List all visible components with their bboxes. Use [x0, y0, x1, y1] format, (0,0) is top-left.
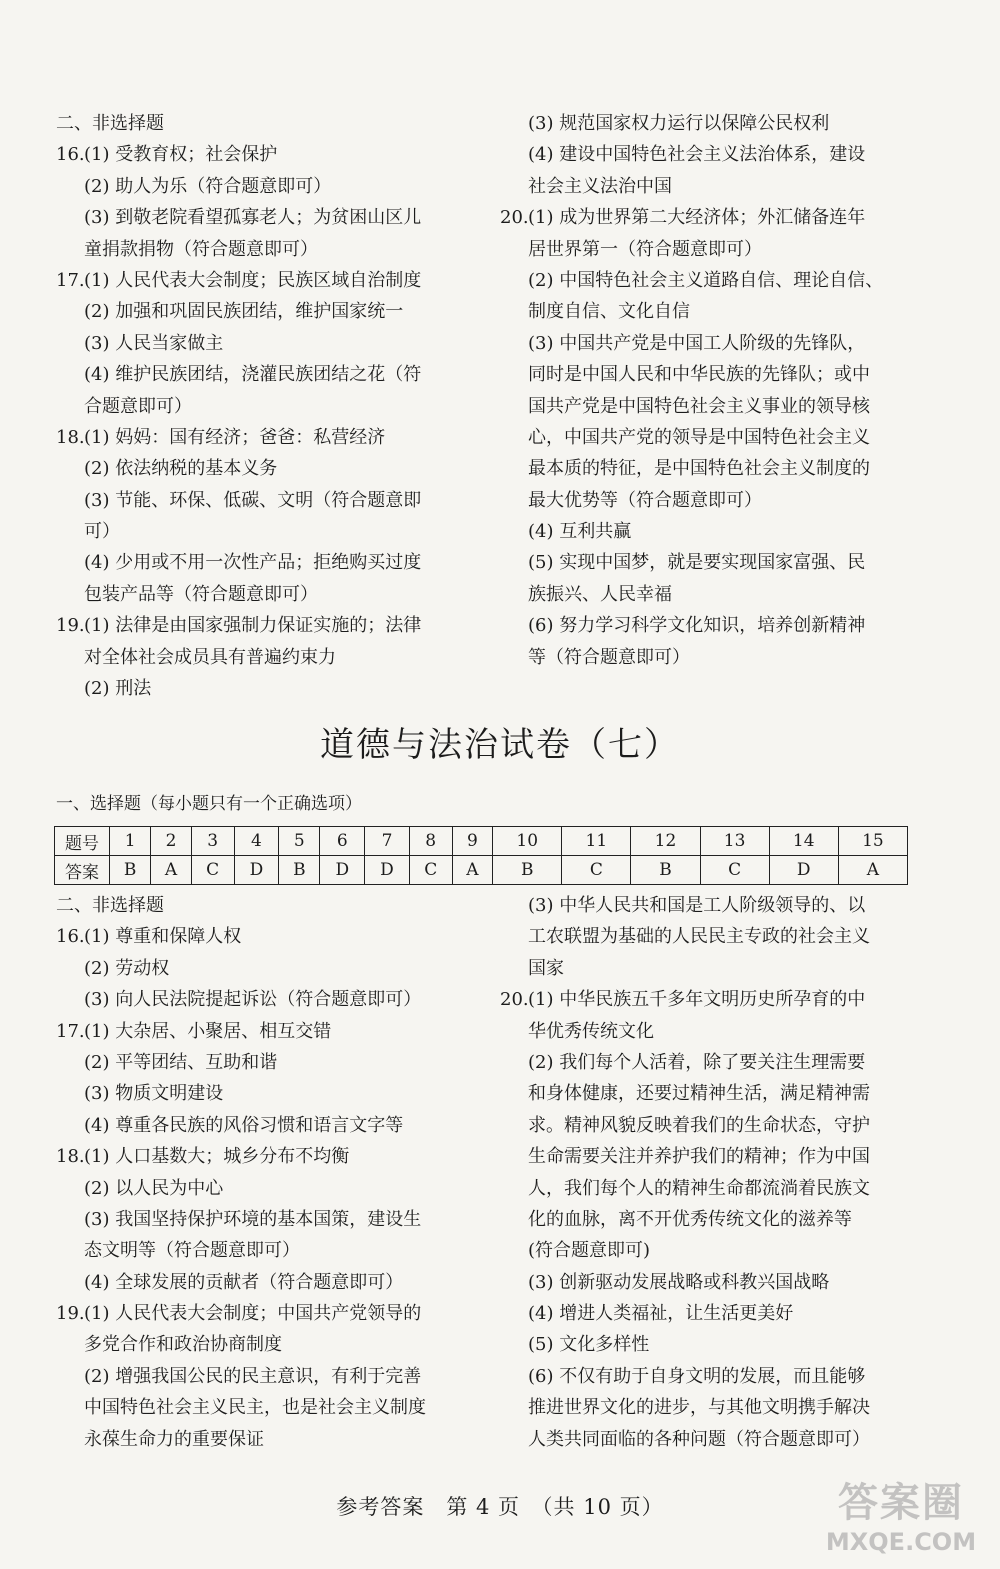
answer-text: (3) 到敬老院看望孤寡老人；为贫困山区儿 — [84, 207, 422, 229]
answer-text: (3) 中国共产党是中国工人阶级的先锋队， — [528, 332, 866, 354]
answer-line — [500, 1016, 930, 1047]
answer-line — [56, 1361, 486, 1392]
question-number-cell: 2 — [151, 827, 192, 856]
answer-cell: B — [493, 856, 562, 885]
answer-text: (4) 尊重各民族的风俗习惯和语言文字等 — [84, 1114, 404, 1136]
answer-text: (5) 实现中国梦，就是要实现国家富强、民 — [528, 552, 866, 574]
watermark-cn: 答案圈 — [838, 1479, 964, 1526]
question-number: 17. — [56, 1020, 85, 1042]
answer-text: (3) 节能、环保、低碳、文明（符合题意即 — [84, 489, 422, 511]
answer-cell: A — [838, 856, 907, 885]
answer-text: (1) 法律是由国家强制力保证实施的；法律 — [84, 615, 422, 637]
answer-line — [56, 516, 486, 547]
answer-text: 社会主义法治中国 — [528, 175, 672, 197]
top-left-column — [56, 108, 486, 704]
question-number-cell: 15 — [838, 827, 907, 856]
answer-text: (5) 文化多样性 — [528, 1334, 650, 1356]
answer-text: (3) 规范国家权力运行以保障公民权利 — [528, 113, 830, 134]
answer-line — [500, 1235, 930, 1266]
answer-text: 二、非选择题 — [56, 895, 164, 916]
answer-line — [56, 1235, 486, 1266]
answer-text: (4) 少用或不用一次性产品；拒绝购买过度 — [84, 552, 422, 574]
answer-text: 中国特色社会主义民主，也是社会主义制度 — [84, 1397, 426, 1419]
answer-text: (2) 依法纳税的基本义务 — [84, 458, 278, 480]
answer-text: 和身体健康，还要过精神生活，满足精神需 — [528, 1083, 870, 1105]
question-number: 18. — [56, 1146, 85, 1168]
question-number-cell: 8 — [409, 827, 452, 856]
answer-line — [56, 108, 486, 139]
answer-line — [500, 579, 930, 610]
answer-line — [56, 422, 486, 453]
answer-line — [500, 1110, 930, 1141]
answer-text: (2) 以人民为中心 — [84, 1177, 224, 1199]
answer-cell: A — [151, 856, 192, 885]
question-number-cell: 14 — [769, 827, 838, 856]
answer-text: 化的血脉，离不开优秀传统文化的滋养等 — [528, 1208, 852, 1230]
answer-text: (3) 人民当家做主 — [84, 332, 224, 354]
bottom-left-column — [56, 890, 486, 1455]
choice-heading: 一、选择题（每小题只有一个正确选项） — [56, 794, 362, 814]
answer-line — [500, 547, 930, 578]
answer-text: (2) 平等团结、互助和谐 — [84, 1051, 278, 1073]
answer-text: (4) 维护民族团结，浇灌民族团结之花（符 — [84, 364, 422, 386]
answer-text: (4) 增进人类福祉，让生活更美好 — [528, 1303, 794, 1325]
answer-text: (6) 努力学习科学文化知识，培养创新精神 — [528, 615, 866, 637]
answer-line — [500, 921, 930, 952]
answer-line — [500, 642, 930, 673]
answer-text: (1) 人民代表大会制度；中国共产党领导的 — [84, 1303, 422, 1325]
answer-line — [500, 171, 930, 202]
answer-line — [500, 1141, 930, 1172]
answer-line — [56, 1016, 486, 1047]
answer-line — [56, 139, 486, 170]
question-number: 20. — [500, 207, 529, 229]
answer-line — [56, 453, 486, 484]
answer-line — [56, 485, 486, 516]
answer-line — [56, 1141, 486, 1172]
watermark-en: MXQE.COM — [825, 1528, 977, 1556]
answer-line — [500, 984, 930, 1015]
answer-cell: C — [700, 856, 769, 885]
answer-text: 态文明等（符合题意即可） — [84, 1240, 300, 1262]
question-number: 16. — [56, 926, 85, 948]
answer-text: 童捐款捐物（符合题意即可） — [84, 238, 318, 260]
answer-text: (1) 妈妈：国有经济；爸爸：私营经济 — [84, 426, 386, 448]
answer-cell: B — [110, 856, 151, 885]
bottom-right-column — [500, 890, 930, 1455]
question-number-cell: 7 — [365, 827, 410, 856]
question-number-cell: 4 — [234, 827, 279, 856]
answer-line — [56, 1298, 486, 1329]
page-footer: 参考答案 第 4 页 （共 10 页） — [336, 1495, 664, 1519]
answer-table-answer-label: 答案 — [55, 856, 110, 885]
question-number-cell: 12 — [631, 827, 700, 856]
answer-line — [56, 234, 486, 265]
answer-text: (1) 人口基数大；城乡分布不均衡 — [84, 1146, 350, 1168]
answer-line — [56, 953, 486, 984]
answer-text: (3) 向人民法院提起诉讼（符合题意即可） — [84, 989, 422, 1011]
answer-text: (1) 人民代表大会制度；民族区域自治制度 — [84, 269, 422, 291]
answer-text: (6) 不仅有助于自身文明的发展，而且能够 — [528, 1365, 866, 1387]
answer-line — [500, 422, 930, 453]
answer-cell: D — [365, 856, 410, 885]
answer-text: (4) 建设中国特色社会主义法治体系，建设 — [528, 144, 866, 166]
answer-text: 推进世界文化的进步，与其他文明携手解决 — [528, 1397, 870, 1419]
answer-text: 族振兴、人民幸福 — [528, 583, 672, 605]
answer-line — [500, 1329, 930, 1360]
answer-table-answer-row — [55, 856, 908, 885]
answer-line — [56, 328, 486, 359]
answer-line — [500, 1204, 930, 1235]
answer-line — [56, 673, 486, 704]
top-right-column — [500, 108, 930, 673]
answer-line — [56, 202, 486, 233]
answer-line — [500, 139, 930, 170]
answer-line — [56, 1392, 486, 1423]
answer-text: 求。精神风貌反映着我们的生命状态，守护 — [528, 1114, 870, 1136]
answer-line — [500, 202, 930, 233]
answer-cell: D — [234, 856, 279, 885]
answer-line — [500, 265, 930, 296]
answer-line — [500, 1392, 930, 1423]
answer-text: 最大优势等（符合题意即可） — [528, 489, 762, 511]
answer-text: (3) 创新驱动发展战略或科教兴国战略 — [528, 1271, 830, 1293]
answer-line — [500, 485, 930, 516]
answer-line — [500, 359, 930, 390]
answer-text: 包装产品等（符合题意即可） — [84, 583, 318, 605]
question-number-cell: 6 — [320, 827, 365, 856]
question-number: 19. — [56, 615, 85, 637]
answer-line — [56, 642, 486, 673]
answer-text: 永葆生命力的重要保证 — [84, 1428, 264, 1450]
answer-table-number-row — [55, 827, 908, 856]
answer-line — [56, 1110, 486, 1141]
answer-line — [500, 610, 930, 641]
answer-text: 同时是中国人民和中华民族的先锋队；或中 — [528, 364, 870, 386]
answer-line — [500, 1047, 930, 1078]
answer-text: 等（符合题意即可） — [528, 646, 690, 668]
answer-text: (3) 中华人民共和国是工人阶级领导的、以 — [528, 895, 866, 916]
answer-text: (2) 中国特色社会主义道路自信、理论自信、 — [528, 269, 884, 291]
answer-text: 居世界第一（符合题意即可） — [528, 238, 762, 260]
answer-text: 生命需要关注并养护我们的精神；作为中国 — [528, 1146, 870, 1168]
question-number: 20. — [500, 989, 529, 1011]
answer-text: (1) 大杂居、小聚居、相互交错 — [84, 1020, 332, 1042]
answer-line — [56, 1173, 486, 1204]
answer-line — [500, 108, 930, 139]
answer-text: (1) 尊重和保障人权 — [84, 926, 242, 948]
answer-text: 华优秀传统文化 — [528, 1020, 654, 1042]
question-number: 16. — [56, 144, 85, 166]
answer-line — [56, 984, 486, 1015]
answer-cell: B — [631, 856, 700, 885]
question-number-cell: 11 — [562, 827, 631, 856]
answer-text: (2) 增强我国公民的民主意识，有利于完善 — [84, 1365, 422, 1387]
answer-line — [56, 265, 486, 296]
answer-line — [56, 1078, 486, 1109]
answer-line — [500, 1361, 930, 1392]
answer-line — [500, 953, 930, 984]
answer-line — [500, 1173, 930, 1204]
answer-line — [56, 1047, 486, 1078]
answer-text: 工农联盟为基础的人民民主专政的社会主义 — [528, 926, 870, 948]
answer-line — [500, 391, 930, 422]
answer-line — [500, 296, 930, 327]
answer-text: (2) 助人为乐（符合题意即可） — [84, 175, 332, 197]
question-number-cell: 5 — [279, 827, 320, 856]
answer-text: 制度自信、文化自信 — [528, 301, 690, 323]
answer-line — [500, 1424, 930, 1455]
answer-line — [56, 610, 486, 641]
answer-cell: D — [769, 856, 838, 885]
answer-line — [56, 890, 486, 921]
answer-text: (1) 受教育权；社会保护 — [84, 144, 278, 166]
question-number: 17. — [56, 269, 85, 291]
answer-text: (2) 劳动权 — [84, 957, 170, 979]
answer-text: 国家 — [528, 957, 564, 979]
watermark-logo — [816, 1478, 986, 1564]
answer-line — [56, 1424, 486, 1455]
answer-cell: C — [191, 856, 234, 885]
answer-line — [56, 579, 486, 610]
question-number-cell: 1 — [110, 827, 151, 856]
answer-text: (1) 中华民族五千多年文明历史所孕育的中 — [528, 989, 866, 1011]
answer-text: 人类共同面临的各种问题（符合题意即可） — [528, 1428, 870, 1450]
answer-line — [56, 1204, 486, 1235]
answer-text: (2) 我们每个人活着，除了要关注生理需要 — [528, 1051, 866, 1073]
answer-text: (3) 我国坚持保护环境的基本国策，建设生 — [84, 1208, 422, 1230]
answer-line — [500, 453, 930, 484]
answer-line — [56, 391, 486, 422]
answer-line — [500, 1267, 930, 1298]
answer-line — [500, 1078, 930, 1109]
answer-text: 人，我们每个人的精神生命都流淌着民族文 — [528, 1177, 870, 1199]
answer-line — [500, 1298, 930, 1329]
answer-text: (符合题意即可) — [528, 1240, 651, 1262]
answer-text: 心，中国共产党的领导是中国特色社会主义 — [528, 426, 870, 448]
answer-text: (3) 物质文明建设 — [84, 1083, 224, 1105]
answer-line — [56, 171, 486, 202]
answer-text: 合题意即可） — [84, 395, 192, 417]
answer-line — [500, 890, 930, 921]
answer-line — [500, 516, 930, 547]
answer-text: 最本质的特征，是中国特色社会主义制度的 — [528, 458, 870, 480]
answer-line — [500, 328, 930, 359]
question-number-cell: 10 — [493, 827, 562, 856]
answer-table-number-label: 题号 — [55, 827, 110, 856]
answer-text: 可） — [84, 521, 120, 543]
answer-line — [500, 234, 930, 265]
answer-text: (4) 全球发展的贡献者（符合题意即可） — [84, 1271, 404, 1293]
answer-text: (2) 刑法 — [84, 678, 152, 700]
answer-line — [56, 921, 486, 952]
answer-text: 多党合作和政治协商制度 — [84, 1334, 282, 1356]
answer-cell: C — [409, 856, 452, 885]
answer-line — [56, 296, 486, 327]
answer-text: (4) 互利共赢 — [528, 521, 632, 543]
answer-cell: A — [452, 856, 493, 885]
answer-cell: B — [279, 856, 320, 885]
answer-text: 对全体社会成员具有普遍约束力 — [84, 646, 336, 668]
answer-text: 二、非选择题 — [56, 113, 164, 134]
answer-text: (2) 加强和巩固民族团结，维护国家统一 — [84, 301, 404, 323]
answer-line — [56, 547, 486, 578]
question-number-cell: 9 — [452, 827, 493, 856]
answer-line — [56, 359, 486, 390]
question-number-cell: 3 — [191, 827, 234, 856]
question-number: 19. — [56, 1303, 85, 1325]
answer-text: 国共产党是中国特色社会主义事业的领导核 — [528, 395, 870, 417]
section-title: 道德与法治试卷（七） — [320, 725, 680, 765]
answer-text: (1) 成为世界第二大经济体；外汇储备连年 — [528, 207, 866, 229]
answer-cell: C — [562, 856, 631, 885]
answer-cell: D — [320, 856, 365, 885]
question-number-cell: 13 — [700, 827, 769, 856]
answer-table — [54, 826, 908, 885]
question-number: 18. — [56, 426, 85, 448]
answer-line — [56, 1267, 486, 1298]
answer-line — [56, 1329, 486, 1360]
